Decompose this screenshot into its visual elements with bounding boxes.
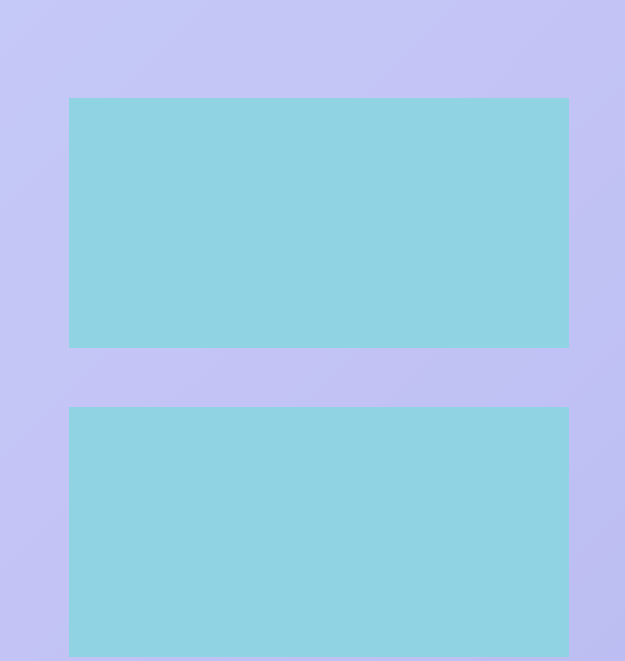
puzzle-matches xyxy=(69,98,569,348)
solution-image xyxy=(69,407,569,657)
solution-matches xyxy=(69,407,569,657)
puzzle-image xyxy=(69,98,569,348)
